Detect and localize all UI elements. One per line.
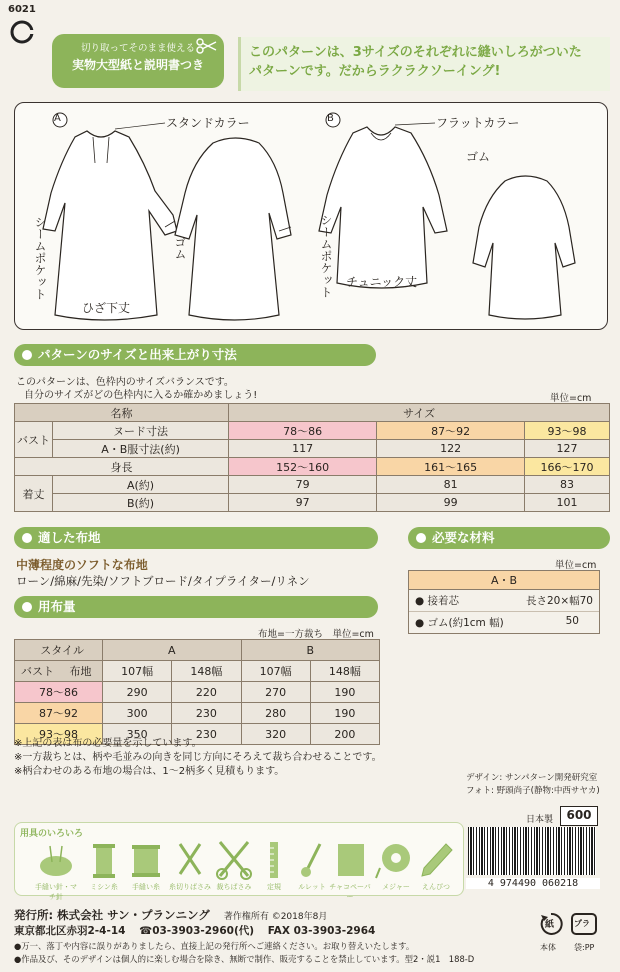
yardage-cell: 200 — [310, 724, 379, 745]
yardage-cell: 350 — [103, 724, 172, 745]
size-cell: 87〜92 — [377, 422, 525, 440]
publisher-tel: ☎03-3903-2960(代) — [139, 925, 255, 937]
small-scissors-icon — [168, 838, 212, 882]
tool-label: えんぴつ — [422, 883, 450, 891]
yardage-cell: 230 — [172, 703, 241, 724]
bust-label: バスト — [21, 665, 54, 678]
publisher-address: 東京都北区赤羽2-4-14 — [14, 925, 126, 937]
label-a-elastic: ゴム — [173, 236, 187, 260]
size-note-2: 自分のサイズがどの色枠内に入るか確かめましょう! — [24, 390, 258, 401]
tool-hand-thread — [124, 838, 168, 892]
width-header: 148幅 — [172, 661, 241, 682]
chalk-paper-icon — [328, 838, 372, 882]
size-unit: 単位=cm — [550, 393, 592, 404]
fabric-section-title: 適した布地 — [14, 527, 378, 549]
fabric-heading: 中薄程度のソフトな布地 — [16, 558, 148, 572]
label-b-mark: B — [327, 113, 334, 124]
barcode-number: 4 974490 060218 — [466, 878, 600, 889]
tool-pencil — [414, 838, 458, 892]
yardage-cell: 270 — [241, 682, 310, 703]
materials-header: A・B — [409, 571, 599, 590]
tool-needle — [34, 838, 78, 902]
size-note-1: このパターンは、色枠内のサイズバランスです。 — [16, 377, 234, 388]
size-cell: 78〜86 — [229, 422, 377, 440]
yardage-note: ※一方裁ちとは、柄や毛並みの向きを同じ方向にそろえて裁ち合わせることです。 — [14, 752, 382, 763]
size-cell: 97 — [229, 494, 377, 512]
tool-label: 手縫い糸 — [132, 883, 160, 891]
price-box: 600 — [560, 806, 598, 826]
material-name: ● ゴム(約1cm 幅) — [415, 617, 504, 629]
pattern-number: 6021 — [8, 4, 36, 15]
size-cell: 122 — [377, 440, 525, 458]
tool-measure — [374, 838, 418, 892]
yardage-cell: 220 — [172, 682, 241, 703]
label-a-mark: A — [54, 113, 61, 124]
plastic-label: 袋:PP — [574, 943, 595, 952]
size-cell: 161〜165 — [377, 458, 525, 476]
size-col-size: サイズ — [229, 404, 610, 422]
yardage-col-b: B — [241, 640, 380, 661]
label-stand-collar: スタンドカラー — [166, 116, 250, 130]
size-cell: 101 — [525, 494, 610, 512]
size-cell: 81 — [377, 476, 525, 494]
yardage-cell: 320 — [241, 724, 310, 745]
bust-label: バスト — [15, 422, 53, 458]
yardage-cell: 190 — [310, 703, 379, 724]
tool-label: ミシン糸 — [90, 883, 118, 891]
ab-garment-label: A・B服寸法(約) — [53, 440, 229, 458]
pincushion-icon — [34, 838, 78, 882]
size-cell: 93〜98 — [525, 422, 610, 440]
tool-thread-scissors — [168, 838, 212, 892]
yardage-notes — [14, 737, 382, 779]
plastic-mark: プラ — [574, 919, 590, 928]
size-cell: 117 — [229, 440, 377, 458]
promo-line2: パターンです。だからラクラクソーイング! — [249, 64, 501, 79]
shears-icon — [212, 838, 256, 882]
brand-logo-icon — [10, 20, 34, 44]
paper-label: 本体 — [540, 943, 556, 952]
badge-line2: 実物大型紙と説明書つき — [71, 58, 204, 72]
material-value: 50 — [565, 615, 579, 627]
material-value: 長さ20×幅70 — [525, 595, 593, 607]
yardage-cell: 230 — [172, 724, 241, 745]
garment-drawings — [15, 103, 609, 331]
publisher-copyright: 著作権所有 ©2018年8月 — [223, 912, 328, 922]
height-label: 身長 — [15, 458, 229, 476]
size-cell: 99 — [377, 494, 525, 512]
size-section-title: パターンのサイズと出来上がり寸法 — [14, 344, 376, 366]
thread-bobbin-icon — [124, 838, 168, 882]
badge-line1: 切り取ってそのまま使える — [80, 43, 195, 54]
thread-spool-icon — [82, 838, 126, 882]
publisher-line — [14, 907, 327, 923]
tool-label: 手縫い針・マチ針 — [35, 883, 77, 901]
label-b-length: チュニック丈 — [346, 275, 418, 289]
width-header: 107幅 — [241, 661, 310, 682]
tool-label: 糸切りばさみ — [169, 883, 211, 891]
b-approx-label: B(約) — [53, 494, 229, 512]
scissors-icon — [196, 38, 218, 57]
promo-line1: このパターンは、3サイズのそれぞれに縫いしろがついた — [249, 45, 582, 60]
label-a-length: ひざ下丈 — [82, 301, 131, 315]
publisher-notice-2: ●作品及び、そのデザインは個人的に楽しむ場合を除き、無断で制作、販売することを禁止しています。型2・説1 188-D — [14, 954, 475, 964]
fabric-list: ローン/綿麻/先染/ソフトブロード/タイプライター/リネン — [16, 574, 310, 588]
pencil-icon — [414, 838, 458, 882]
tool-label: チャコペーパー — [329, 883, 371, 901]
size-cell: 127 — [525, 440, 610, 458]
illustration-frame — [14, 102, 608, 330]
materials-table — [408, 570, 600, 634]
publisher-fax: FAX 03-3903-2964 — [267, 925, 376, 937]
tool-label: ルレット — [298, 883, 326, 891]
label-a-pocket: シームポケット — [33, 216, 47, 300]
promo-block — [238, 37, 610, 91]
made-in: 日本製 — [526, 815, 554, 825]
materials-row — [409, 590, 599, 612]
size-cell: 83 — [525, 476, 610, 494]
materials-row — [409, 612, 599, 633]
credit-design: デザイン: サンパターン開発研究室 — [466, 773, 598, 783]
fabric-label: 布地 — [69, 665, 92, 678]
yardage-cell: 300 — [103, 703, 172, 724]
yardage-cell: 290 — [103, 682, 172, 703]
publisher-contact — [14, 923, 375, 938]
publisher-notice-1: ●万一、落丁や内容に誤りがありましたら、直接上記の発行所へご連絡ください。お取り替えいたします。 — [14, 941, 415, 951]
width-header: 148幅 — [310, 661, 379, 682]
paper-mark: 紙 — [545, 920, 555, 930]
tool-label: メジャー — [382, 883, 410, 891]
tool-shears — [212, 838, 256, 892]
yardage-unit: 布地=一方裁ち 単位=cm — [258, 629, 374, 640]
label-b-elastic: ゴム — [466, 150, 491, 164]
size-table — [14, 403, 610, 512]
tool-chalk-paper — [328, 838, 372, 902]
yardage-bust: 78〜86 — [15, 682, 103, 703]
material-name: ● 接着芯 — [415, 595, 459, 607]
style-header — [15, 640, 103, 661]
credit-photo: フォト: 野頭尚子(静物:中西サヤカ) — [466, 786, 600, 796]
size-cell: 79 — [229, 476, 377, 494]
materials-section-title: 必要な材料 — [408, 527, 610, 549]
yardage-table — [14, 639, 380, 745]
bust-fabric-header — [15, 661, 103, 682]
tools-title: 用具のいろいろ — [20, 829, 84, 839]
yardage-section-title: 用布量 — [14, 596, 378, 618]
yardage-note: ※柄合わせのある布地の場合は、1〜2柄多く見積もります。 — [14, 766, 285, 777]
a-approx-label: A(約) — [53, 476, 229, 494]
publisher-name: 発行所: 株式会社 サン・プランニング — [14, 908, 210, 922]
yardage-col-a: A — [103, 640, 242, 661]
yardage-cell: 280 — [241, 703, 310, 724]
yardage-bust: 93〜98 — [15, 724, 103, 745]
tool-machine-thread — [82, 838, 126, 892]
label-flat-collar: フラットカラー — [436, 116, 520, 130]
label-b-pocket: シームポケット — [319, 214, 333, 298]
size-cell: 152〜160 — [229, 458, 377, 476]
materials-unit: 単位=cm — [555, 560, 597, 571]
size-cell: 166〜170 — [525, 458, 610, 476]
nude-label: ヌード寸法 — [53, 422, 229, 440]
length-label: 着丈 — [15, 476, 53, 512]
style-label: スタイル — [40, 644, 84, 657]
width-header: 107幅 — [103, 661, 172, 682]
tool-label: 定規 — [267, 883, 281, 891]
barcode — [468, 827, 596, 875]
yardage-cell: 190 — [310, 682, 379, 703]
tool-label: 裁ちばさみ — [216, 883, 252, 891]
yardage-bust: 87〜92 — [15, 703, 103, 724]
tape-measure-icon — [374, 838, 418, 882]
size-col-name: 名称 — [15, 404, 229, 422]
yardage-note: ※上記の表は布の必要量を示しています。 — [14, 738, 202, 749]
